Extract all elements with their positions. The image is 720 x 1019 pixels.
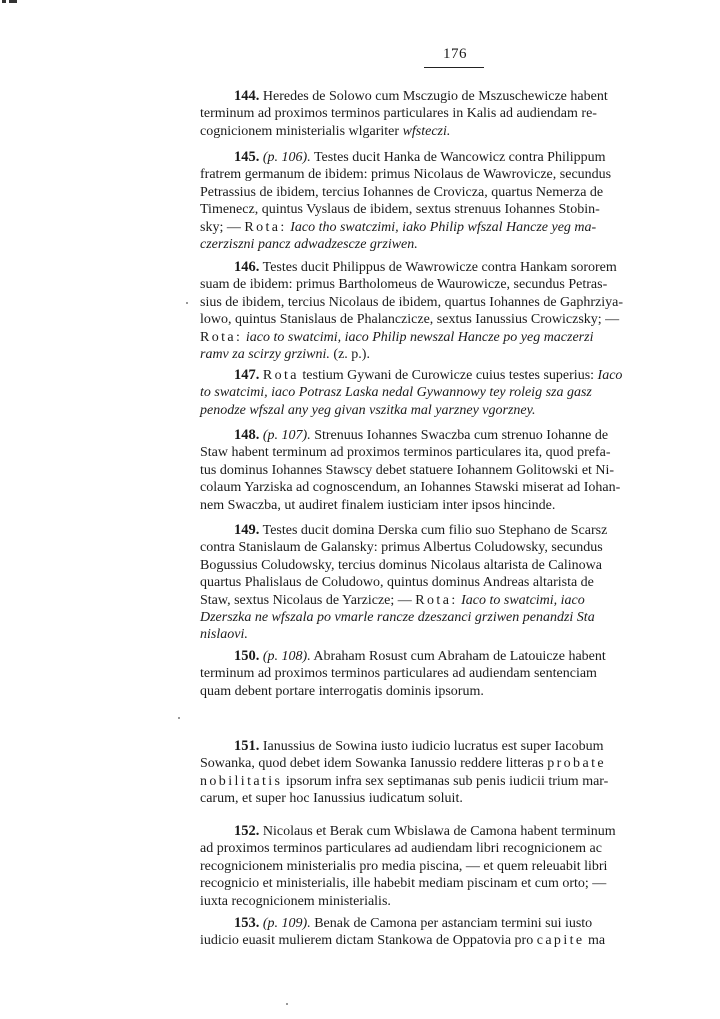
entry-144	[200, 88, 720, 140]
text-run: terminum ad proximos terminos particulares in Kalis ad audiendam re-	[200, 106, 597, 122]
entry-number: 146.	[234, 259, 260, 275]
text-run: to swatcimi, iaco Potrasz Laska nedal Gywannowy tey roleig sza gasz	[200, 385, 592, 401]
entry-number: 151.	[234, 738, 260, 754]
text-run: iuxta recognicionem ministerialis.	[200, 893, 391, 909]
entry-line	[200, 346, 720, 363]
entry-line	[200, 574, 720, 591]
text-run: Staw, sextus Nicolaus de Yarzicze; —	[200, 592, 416, 608]
text-run: Timenecz, quintus Vyslaus de ibidem, sextus strenuus Iohannes Stobin-	[200, 202, 600, 218]
entry-149	[200, 522, 720, 644]
text-run: Testes ducit domina Derska cum filio suo Stephano de Scarsz	[259, 523, 608, 538]
text-run: suam de ibidem: primus Bartholomeus de Waurowicze, secundus Petras-	[200, 277, 608, 293]
text-run: recognicio et ministerialis, ille habebit mediam piscinam et cum orto; —	[200, 876, 607, 892]
text-run: iaco to swatcimi, iaco Philip newszal Hancze po yeg maczerzi	[245, 329, 594, 345]
page-reference: (p. 109).	[262, 916, 311, 931]
text-run: iudicio euasit mulierem dictam Stankowa de Oppatovia pro	[200, 933, 537, 949]
text-run: nislaovi.	[200, 627, 248, 643]
text-run: Dzerszka ne wfszala po vmarle rancze dzeszanci grziwen penandzi Sta	[200, 609, 595, 625]
entry-line	[200, 893, 720, 910]
entry-first-line	[200, 522, 720, 539]
entry-line	[200, 123, 720, 140]
entry-150	[200, 648, 720, 700]
entry-line	[200, 329, 720, 346]
entry-line	[200, 626, 720, 643]
entry-number: 153.	[234, 915, 260, 931]
text-run: Heredes de Solowo cum Msczugio de Mszuschewicze habent	[259, 89, 608, 104]
entry-number: 147.	[234, 367, 260, 383]
text-run: sius de ibidem, tercius Nicolaus de ibidem, quartus Iohannes de Gaphrziya-	[200, 294, 623, 310]
entry-line	[200, 840, 720, 857]
entry-line	[200, 236, 720, 253]
text-run: tus dominus Iohannes Stawscy debet statuere Iohannem Golitowski et Ni-	[200, 462, 615, 478]
text-run: carum, et super hoc Ianussius iudicatum soluit.	[200, 791, 463, 807]
page-number-underline	[424, 67, 484, 68]
text-run: Petrassius de ibidem, tercius Iohannes de Crovicza, quartus Nemerza de	[200, 184, 604, 200]
text-run: penodze wfszal any yeg givan vszitka mal yarzney vgorzney.	[200, 402, 536, 418]
entry-number: 144.	[234, 88, 260, 104]
entry-first-line	[200, 738, 720, 755]
entry-number: 152.	[234, 823, 260, 839]
text-run: Iaco tho swatczimi, iako Philip wfszal Hancze yeg ma-	[286, 219, 597, 235]
entry-146	[200, 259, 720, 363]
text-run: Testes ducit Hanka de Wancowicz contra Philippum	[310, 150, 606, 165]
page-reference: (p. 108).	[262, 649, 311, 664]
text-run: (z. p.).	[329, 346, 370, 362]
entry-first-line	[200, 259, 720, 276]
entry-line	[200, 479, 720, 496]
text-run: Rota:	[244, 219, 287, 235]
text-run: Benak de Camona per astanciam termini sui iusto	[310, 916, 593, 931]
entry-152	[200, 823, 720, 910]
entry-first-line	[200, 427, 720, 444]
page-reference: (p. 106).	[262, 150, 311, 165]
entry-line	[200, 184, 720, 201]
text-run: fratrem germanum de ibidem: primus Nicolaus de Wawrovicze, secundus	[200, 167, 612, 183]
text-run: czerziszni pancz adwadzescze grziwen.	[200, 236, 418, 252]
entry-line	[200, 683, 720, 700]
text-run: sky; —	[200, 219, 245, 235]
entry-first-line	[200, 149, 720, 166]
text-run: lowo, quintus Stanislaus de Phalanczicze, sextus Ianussius Crowiczsky; —	[200, 312, 620, 328]
text-run: recognicionem ministerialis pro media piscina, — et quem releuabit libri	[200, 858, 608, 874]
entry-number: 148.	[234, 427, 260, 443]
entry-first-line	[200, 88, 720, 105]
entry-first-line	[200, 367, 720, 384]
text-run: Strenuus Iohannes Swaczba cum strenuo Iohanne de	[310, 428, 609, 443]
text-run: terminum ad proximos terminos particulares ad audiendam sentenciam	[200, 666, 597, 682]
entry-line	[200, 166, 720, 183]
entry-line	[200, 105, 720, 122]
scan-corner-mark	[2, 0, 20, 4]
entry-line	[200, 402, 720, 419]
text-run: ramv za scirzy grziwni.	[200, 346, 330, 362]
text-run: Iaco to swatcimi, iaco	[457, 592, 585, 608]
entry-number: 149.	[234, 522, 260, 538]
text-run: Ianussius de Sowina iusto iudicio lucratus est super Iacobum	[259, 739, 604, 754]
text-run: Iaco	[597, 368, 623, 383]
scan-speck	[186, 302, 188, 304]
entry-line	[200, 932, 720, 949]
entry-line	[200, 773, 720, 790]
text-run: ma	[584, 933, 606, 949]
text-run: testium Gywani de Curowicze cuius testes superius:	[298, 368, 598, 383]
text-run: ipsorum infra sex septimanas sub penis iudicii trium mar-	[282, 773, 609, 789]
text-run: Rota:	[200, 329, 243, 345]
entry-first-line	[200, 915, 720, 932]
entry-145	[200, 149, 720, 253]
entry-line	[200, 384, 720, 401]
text-run: capite	[536, 933, 585, 949]
entry-line	[200, 311, 720, 328]
entry-line	[200, 219, 720, 236]
text-run: Bogussius Coludowsky, tercius dominus Nicolaus altarista de Calinowa	[200, 557, 602, 573]
entry-first-line	[200, 648, 720, 665]
entry-number: 145.	[234, 149, 260, 165]
text-run: quam debent portare interrogatis dominis ipsorum.	[200, 683, 484, 699]
text-run: Nicolaus et Berak cum Wbislawa de Camona habent terminum	[259, 824, 616, 839]
text-run: nem Swaczba, ut audiret finalem iusticiam inter ipsos hincinde.	[200, 497, 556, 513]
entry-line	[200, 539, 720, 556]
text-run: Testes ducit Philippus de Wawrowicze contra Hankam sororem	[259, 260, 617, 275]
entry-148	[200, 427, 720, 514]
entry-153	[200, 915, 720, 950]
text-run: Rota:	[415, 592, 458, 608]
entry-number: 150.	[234, 648, 260, 664]
entry-line	[200, 665, 720, 682]
entry-line	[200, 462, 720, 479]
entry-line	[200, 294, 720, 311]
text-run: Abraham Rosust cum Abraham de Latouicze habent	[310, 649, 606, 664]
entry-line	[200, 497, 720, 514]
text-run: Rota	[262, 368, 299, 383]
text-run: wfsteczi.	[402, 123, 451, 139]
entry-147	[200, 367, 720, 419]
entry-line	[200, 444, 720, 461]
scan-speck	[178, 717, 180, 719]
entry-first-line	[200, 823, 720, 840]
entry-151	[200, 738, 720, 808]
text-run: Sowanka, quod debet idem Sowanka Ianussio reddere litteras	[200, 756, 548, 772]
entry-line	[200, 592, 720, 609]
text-run: nobilitatis	[200, 773, 283, 789]
page-reference: (p. 107).	[262, 428, 311, 443]
entry-line	[200, 557, 720, 574]
entry-line	[200, 755, 720, 772]
text-run: colaum Yarziska ad cognoscendum, an Iohannes Stawski miserat ad Iohan-	[200, 480, 621, 496]
entry-line	[200, 201, 720, 218]
text-run: ad proximos terminos particulares ad audiendam libri recognicionem ac	[200, 841, 602, 857]
entry-line	[200, 875, 720, 892]
text-run: Staw habent terminum ad proximos terminos particulares ita, quod prefa-	[200, 445, 611, 461]
scan-speck	[286, 1003, 288, 1005]
text-run: probate	[547, 756, 606, 772]
text-run: cognicionem ministerialis wlgariter	[200, 123, 403, 139]
page-number: 176	[443, 46, 467, 62]
text-run: quartus Phalislaus de Coludowo, quintus dominus Andreas altarista de	[200, 575, 594, 591]
entry-line	[200, 790, 720, 807]
entry-line	[200, 276, 720, 293]
entry-line	[200, 609, 720, 626]
text-run: contra Stanislaum de Galansky: primus Albertus Coludowsky, secundus	[200, 540, 603, 556]
entry-line	[200, 858, 720, 875]
